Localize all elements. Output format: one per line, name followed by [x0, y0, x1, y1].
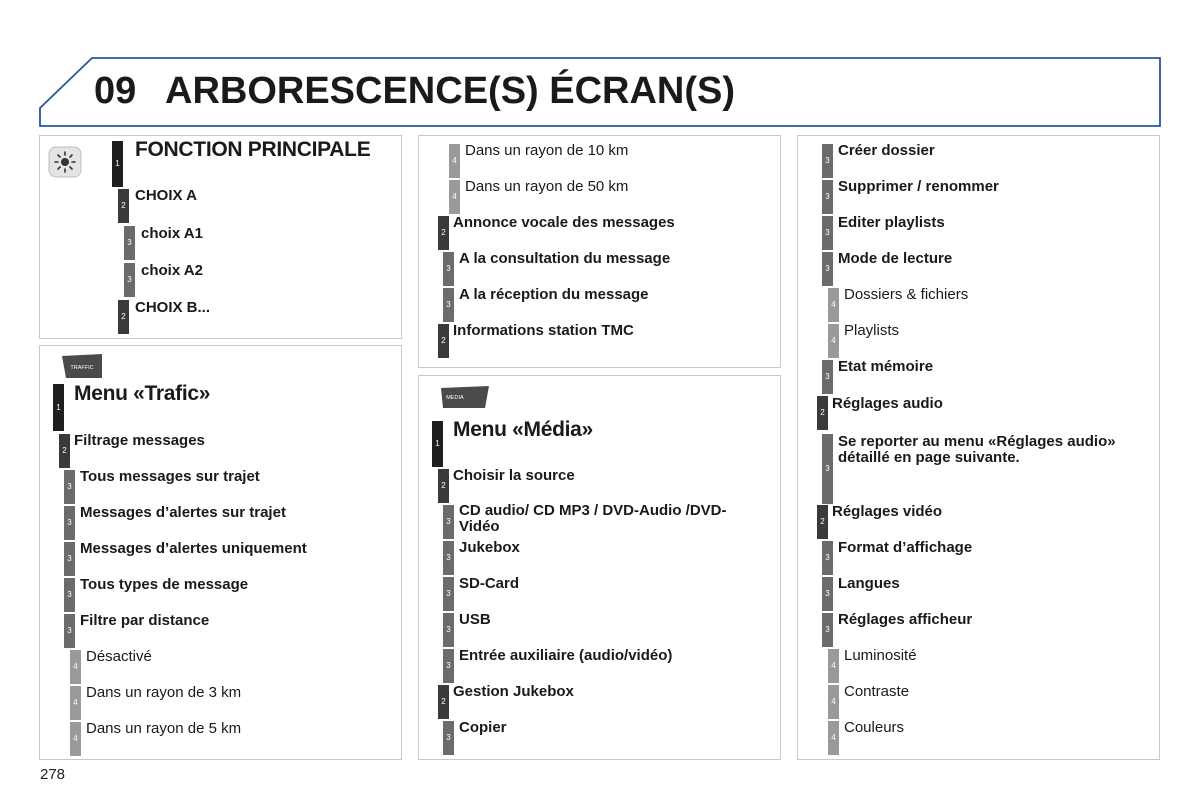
page-title: ARBORESCENCE(S) ÉCRAN(S) [165, 70, 736, 112]
level-marker: 2 [438, 324, 449, 358]
level-marker: 3 [443, 541, 454, 575]
level-marker: 4 [70, 650, 81, 684]
item-label: Informations station TMC [453, 322, 634, 339]
item-label: Luminosité [844, 647, 917, 664]
traffic-tab-icon [62, 354, 102, 383]
level-marker: 4 [449, 144, 460, 178]
item-label: Dans un rayon de 10 km [465, 142, 629, 159]
traffic-tab-label: TRAFFIC [70, 365, 94, 371]
item-label: Tous messages sur trajet [80, 468, 260, 485]
level-marker: 3 [443, 505, 454, 539]
level-marker: 2 [438, 216, 449, 250]
item-label: Créer dossier [838, 142, 935, 159]
item-label: Couleurs [844, 719, 905, 736]
level-marker: 4 [828, 288, 839, 322]
level-marker: 3 [822, 144, 833, 178]
level-marker: 4 [449, 180, 460, 214]
item-label: SD-Card [459, 575, 520, 592]
level-marker: 4 [70, 722, 81, 756]
item-label: Désactivé [86, 648, 152, 665]
level-marker: 3 [64, 614, 75, 648]
level-marker: 4 [828, 649, 839, 683]
trafic-menu-box [39, 345, 402, 760]
item-label: Gestion Jukebox [453, 683, 574, 700]
level-marker: 2 [118, 300, 129, 334]
level-marker: 2 [118, 189, 129, 223]
item-label: Jukebox [459, 539, 520, 556]
item-label: Tous types de message [80, 576, 249, 593]
item-label: Dans un rayon de 5 km [86, 720, 242, 737]
level-marker: 3 [822, 577, 833, 611]
level-marker: 3 [822, 613, 833, 647]
level-marker: 2 [817, 396, 828, 430]
item-label: Contraste [844, 683, 910, 700]
level-marker: 3 [822, 216, 833, 250]
page-number: 278 [40, 766, 66, 783]
item-label: Réglages audio [832, 395, 943, 412]
level-marker: 4 [70, 686, 81, 720]
level-marker: 4 [828, 721, 839, 755]
level-marker: 3 [64, 470, 75, 504]
level-marker: 3 [822, 434, 833, 504]
item-label: Etat mémoire [838, 358, 934, 375]
item-label: A la réception du message [459, 286, 649, 303]
item-label: A la consultation du message [459, 250, 671, 267]
level-marker: 3 [822, 180, 833, 214]
item-label: Réglages afficheur [838, 611, 973, 628]
item-label: CD audio/ CD MP3 / DVD-Audio /DVD-Vidéo [459, 502, 727, 535]
level-marker: 2 [438, 469, 449, 503]
item-label: USB [459, 611, 491, 628]
item-label: Playlists [844, 322, 900, 339]
level-marker: 4 [828, 324, 839, 358]
item-label: choix A1 [141, 225, 203, 242]
level-marker: 1 [53, 384, 64, 431]
item-label: Se reporter au menu «Réglages audio» détaillé en page suivante. [838, 433, 1116, 466]
level-marker: 3 [443, 649, 454, 683]
legend-box [39, 135, 402, 339]
item-label: Messages d’alertes uniquement [80, 540, 307, 557]
trafic-continued-box [418, 135, 781, 368]
level-marker: 3 [443, 252, 454, 286]
item-label: Supprimer / renommer [838, 178, 999, 195]
level-marker: 2 [438, 685, 449, 719]
media-tab-icon [441, 386, 489, 413]
level-marker: 3 [443, 721, 454, 755]
item-label: Messages d’alertes sur trajet [80, 504, 286, 521]
chapter-header [0, 0, 1200, 130]
item-label: Choisir la source [453, 467, 575, 484]
item-label: Annonce vocale des messages [453, 214, 675, 231]
media-menu-box [418, 375, 781, 760]
item-label: Menu «Média» [453, 418, 593, 441]
item-label: Filtre par distance [80, 612, 210, 629]
item-label: Editer playlists [838, 214, 945, 231]
level-marker: 3 [822, 541, 833, 575]
item-label: Dans un rayon de 3 km [86, 684, 242, 701]
level-marker: 3 [443, 577, 454, 611]
item-label: Filtrage messages [74, 432, 205, 449]
item-label: Dans un rayon de 50 km [465, 178, 629, 195]
item-label: Menu «Trafic» [74, 382, 211, 405]
item-label: Mode de lecture [838, 250, 953, 267]
sun-light-icon [48, 146, 82, 183]
item-label: Entrée auxiliaire (audio/vidéo) [459, 647, 673, 664]
level-marker: 3 [443, 613, 454, 647]
item-label: choix A2 [141, 262, 203, 279]
level-marker: 4 [828, 685, 839, 719]
level-marker: 3 [64, 542, 75, 576]
level-marker: 3 [64, 578, 75, 612]
item-label: Format d’affichage [838, 539, 973, 556]
item-label: Dossiers & fichiers [844, 286, 969, 303]
media-continued-box [797, 135, 1160, 760]
level-marker: 1 [112, 141, 123, 187]
level-marker: 3 [822, 360, 833, 394]
item-label: CHOIX B... [135, 299, 211, 316]
level-marker: 3 [443, 288, 454, 322]
level-marker: 3 [124, 263, 135, 297]
media-tab-label: MEDIA [446, 395, 464, 401]
level-marker: 2 [817, 505, 828, 539]
item-label: Langues [838, 575, 900, 592]
item-label: Copier [459, 719, 507, 736]
level-marker: 2 [59, 434, 70, 468]
level-marker: 3 [124, 226, 135, 260]
level-marker: 3 [822, 252, 833, 286]
item-label: Réglages vidéo [832, 503, 943, 520]
chapter-number: 09 [94, 70, 137, 112]
item-label: FONCTION PRINCIPALE [135, 138, 371, 161]
level-marker: 3 [64, 506, 75, 540]
item-label: CHOIX A [135, 187, 197, 204]
level-marker: 1 [432, 421, 443, 467]
